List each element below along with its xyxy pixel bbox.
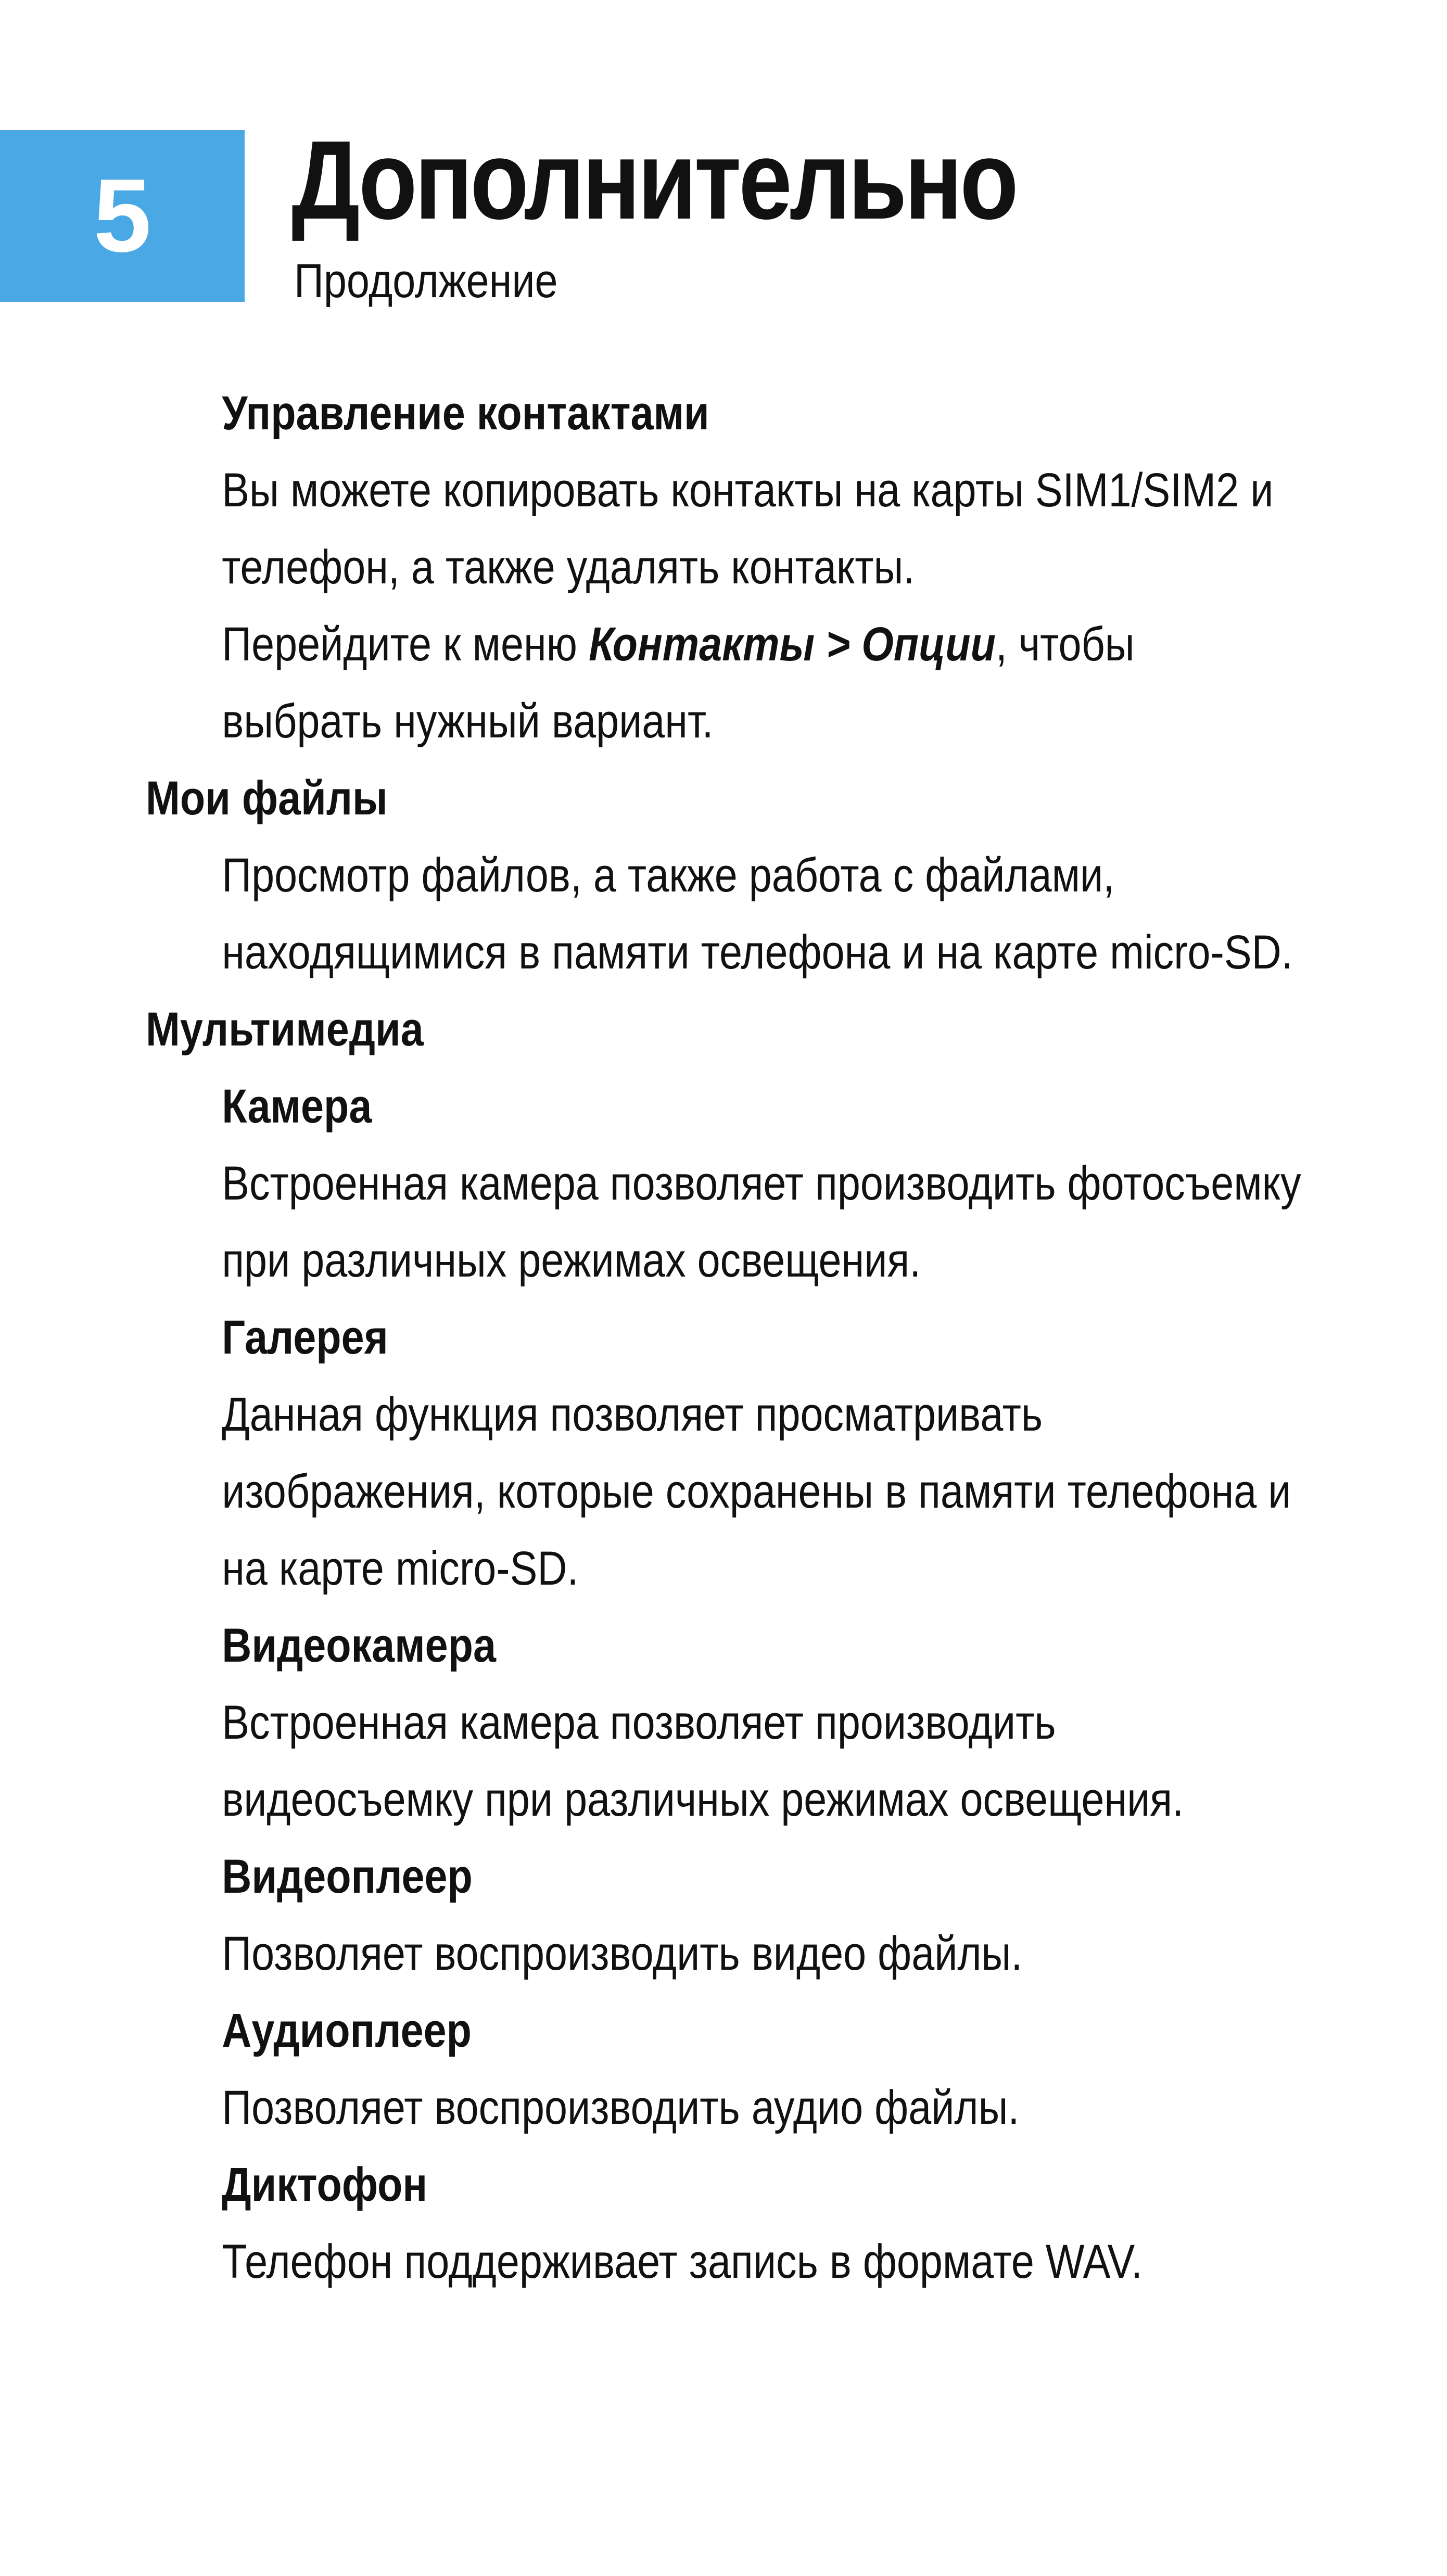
gallery-heading: Галерея [222, 1311, 388, 1364]
section-contacts-management [146, 375, 1369, 760]
document-body [146, 375, 1369, 2300]
contacts-management-heading: Управление контактами [222, 387, 709, 440]
video-player-text-1: Позволяет воспроизводить видео файлы. [222, 1927, 1023, 1980]
contacts-management-text-3 [146, 606, 1198, 683]
video-camera-text-1: Встроенная камера позволяет производить [222, 1696, 1056, 1749]
gallery-text-2: изображения, которые сохранены в памяти телефона и [222, 1465, 1291, 1518]
audio-player-text-1: Позволяет воспроизводить аудио файлы. [222, 2081, 1020, 2134]
my-files-heading: Мои файлы [146, 772, 388, 825]
contacts-management-text-1: Вы можете копировать контакты на карты SIM1/SIM2 и [222, 464, 1274, 517]
menu-path: Контакты > Опции [588, 618, 996, 671]
chapter-number: 5 [93, 158, 151, 274]
gallery-text-1: Данная функция позволяет просматривать [222, 1388, 1043, 1441]
menu-instruction-prefix: Перейдите к меню [222, 618, 589, 671]
page-subtitle: Продолжение [294, 254, 558, 308]
gallery-text-3: на карте micro-SD. [222, 1542, 579, 1595]
menu-instruction-suffix: , чтобы [995, 618, 1135, 671]
camera-heading: Камера [222, 1080, 372, 1133]
contacts-management-text-4: выбрать нужный вариант. [222, 695, 714, 748]
audio-player-heading: Аудиоплеер [222, 2004, 472, 2057]
camera-text-1: Встроенная камера позволяет производить фотосъемку [222, 1157, 1301, 1210]
section-my-files [146, 760, 1369, 991]
multimedia-heading: Мультимедиа [146, 1003, 424, 1056]
chapter-number-badge [0, 130, 245, 302]
camera-text-2: при различных режимах освещения. [222, 1234, 921, 1287]
contacts-management-text-2: телефон, а также удалять контакты. [222, 541, 915, 594]
my-files-text-1: Просмотр файлов, а также работа с файлами, [222, 849, 1115, 902]
video-player-heading: Видеоплеер [222, 1850, 473, 1903]
recorder-text-1: Телефон поддерживает запись в формате WAV. [222, 2235, 1143, 2288]
my-files-text-2: находящимися в памяти телефона и на карте micro-SD. [222, 926, 1293, 979]
page-title: Дополнительно [291, 117, 1016, 243]
video-camera-heading: Видеокамера [222, 1619, 497, 1672]
recorder-heading: Диктофон [222, 2158, 428, 2211]
section-multimedia [146, 991, 1369, 2300]
video-camera-text-2: видеосъемку при различных режимах освещения. [222, 1773, 1184, 1826]
